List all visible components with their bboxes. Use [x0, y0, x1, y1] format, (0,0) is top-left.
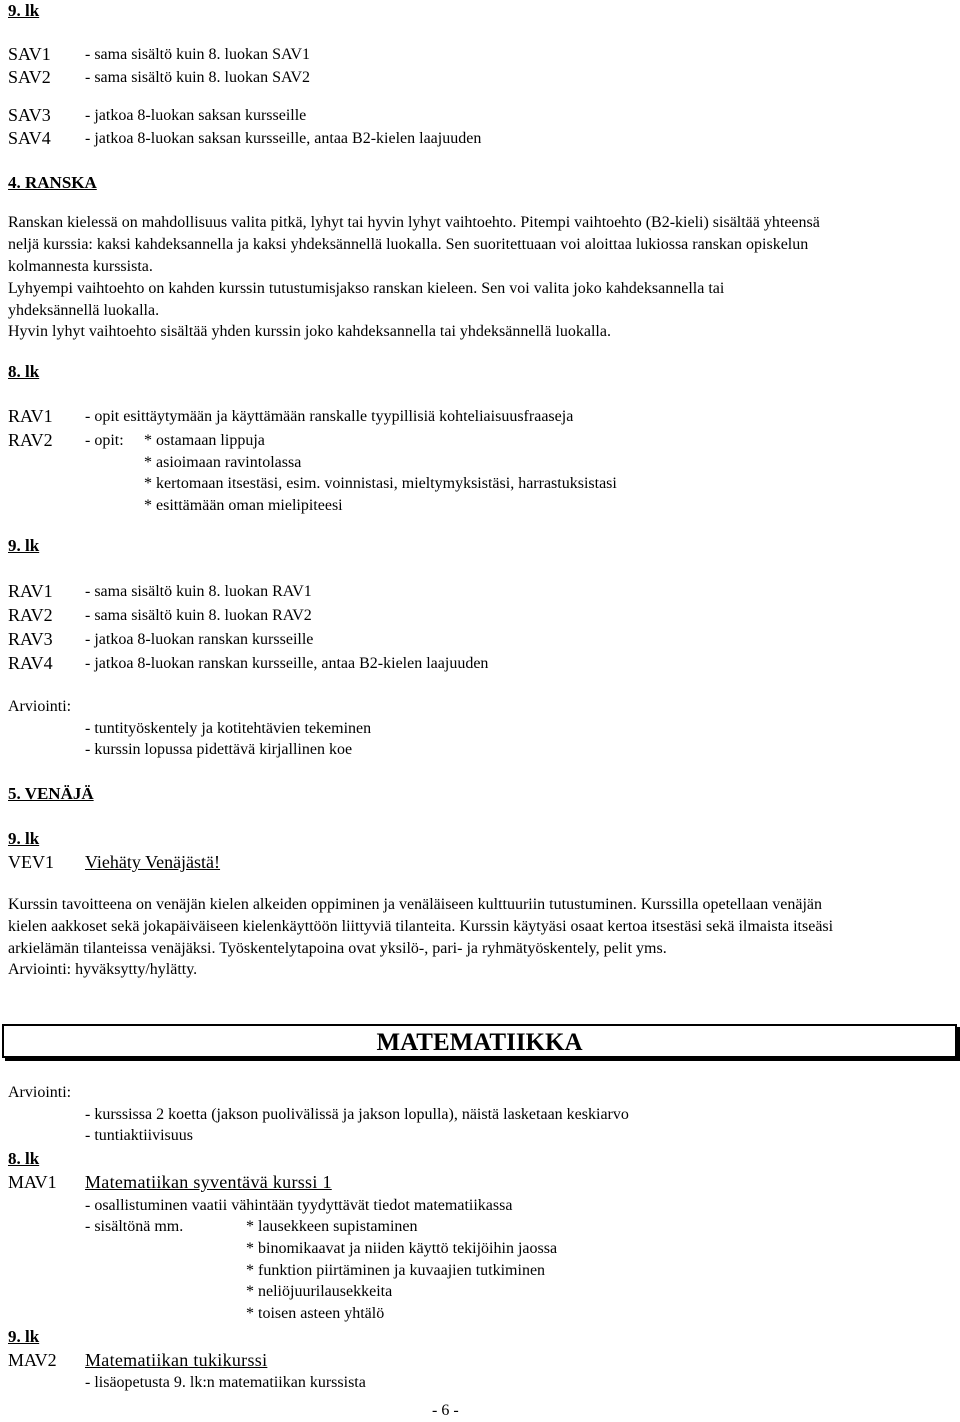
course-desc: - jatkoa 8-luokan saksan kursseille [85, 107, 307, 124]
arviointi-label: Arviointi: [8, 1084, 72, 1101]
ranska-intro-line: Lyhyempi vaihtoehto on kahden kurssin tutustumisjakso ranskan kieleen. Sen voi valita joko kahdeksannella tai [8, 280, 725, 297]
venaja-desc-line: Kurssin tavoitteena on venäjän kielen alkeiden oppiminen ja venäläiseen kulttuuriin tutustuminen. Kurssilla opetellaan venäjän [8, 896, 822, 913]
course-desc: - jatkoa 8-luokan saksan kursseille, antaa B2-kielen laajuuden [85, 130, 482, 147]
course-code: MAV1 [8, 1172, 57, 1192]
course-desc: - opit esittäytymään ja käyttämään ranskalle tyypillisiä kohteliaisuusfraaseja [85, 408, 574, 425]
course-desc-prefix: - opit: [85, 432, 124, 449]
list-item: * ostamaan lippuja [144, 432, 265, 449]
list-item: - tuntityöskentely ja kotitehtävien tekeminen [85, 720, 372, 737]
ranska-intro-line: Ranskan kielessä on mahdollisuus valita pitkä, lyhyt tai hyvin lyhyt vaihtoehto. Pitempi vaihtoehto (B2-kieli) sisältää yhteensä [8, 214, 820, 231]
list-item: - kurssin lopussa pidettävä kirjallinen koe [85, 741, 353, 758]
ranska-title: 4. RANSKA [8, 173, 97, 192]
course-desc: - sama sisältö kuin 8. luokan SAV1 [85, 46, 311, 63]
list-item: * kertomaan itsestäsi, esim. voinnistasi, mieltymyksistäsi, harrastuksistasi [144, 475, 617, 492]
course-code: SAV2 [8, 67, 51, 87]
list-item: * lausekkeen supistaminen [246, 1218, 418, 1235]
math-grade8-heading: 8. lk [8, 1149, 40, 1168]
content-label: - sisältönä mm. [85, 1218, 184, 1235]
course-desc: - jatkoa 8-luokan ranskan kursseille, antaa B2-kielen laajuuden [85, 655, 489, 672]
page-number: - 6 - [432, 1402, 459, 1419]
course-code: RAV2 [8, 430, 53, 450]
ranska-intro-line: Hyvin lyhyt vaihtoehto sisältää yhden kurssin joko kahdeksannella tai yhdeksännellä luokalla. [8, 323, 611, 340]
section-title-box [2, 1024, 957, 1058]
venaja-desc-line: kielen aakkoset sekä jokapäiväiseen kielenkäyttöön liittyviä tilanteita. Kurssin käytyäsi osaat kertoa itsestäsi sekä ilmaista itseäsi [8, 918, 834, 935]
course-code: SAV3 [8, 105, 51, 125]
course-code: VEV1 [8, 852, 54, 872]
list-item: * asioimaan ravintolassa [144, 454, 302, 471]
course-code: SAV4 [8, 128, 51, 148]
venaja-desc-line: arkielämän tilanteissa venäjäksi. Työskentelytapoina ovat yksilö-, pari- ja ryhmätyöskentely, pelit yms. [8, 940, 667, 957]
course-desc: - sama sisältö kuin 8. luokan RAV1 [85, 583, 312, 600]
course-name: Viehäty Venäjästä! [85, 852, 221, 872]
ranska-intro-line: kolmannesta kurssista. [8, 258, 153, 275]
math-grade9-heading: 9. lk [8, 1327, 40, 1346]
ranska-grade8-heading: 8. lk [8, 362, 40, 381]
ranska-intro-line: yhdeksännellä luokalla. [8, 302, 160, 319]
venaja-arviointi: Arviointi: hyväksytty/hylätty. [8, 961, 198, 978]
course-desc: - sama sisältö kuin 8. luokan SAV2 [85, 69, 311, 86]
list-item: - tuntiaktiivisuus [85, 1127, 193, 1144]
course-code: SAV1 [8, 44, 51, 64]
course-code: RAV3 [8, 629, 53, 649]
course-desc: - sama sisältö kuin 8. luokan RAV2 [85, 607, 312, 624]
course-code: RAV2 [8, 605, 53, 625]
ranska-grade9-heading: 9. lk [8, 536, 40, 555]
course-name: Matematiikan syventävä kurssi 1 [85, 1172, 332, 1192]
course-code: RAV4 [8, 653, 53, 673]
course-code: MAV2 [8, 1350, 57, 1370]
list-item: * neliöjuurilausekkeita [246, 1283, 393, 1300]
list-item: * funktion piirtäminen ja kuvaajien tutkiminen [246, 1262, 546, 1279]
course-desc: - jatkoa 8-luokan ranskan kursseille [85, 631, 314, 648]
course-code: RAV1 [8, 581, 53, 601]
list-item: - kurssissa 2 koetta (jakson puolivälissä ja jakson lopulla), näistä lasketaan keskiarvo [85, 1106, 629, 1123]
list-item: * esittämään oman mielipiteesi [144, 497, 343, 514]
course-requirement: - osallistuminen vaatii vähintään tyydyttävät tiedot matematiikassa [85, 1197, 513, 1214]
course-desc: - lisäopetusta 9. lk:n matematiikan kurssista [85, 1374, 366, 1391]
course-code: RAV1 [8, 406, 53, 426]
section-title: MATEMATIIKKA [376, 1029, 583, 1056]
course-name: Matematiikan tukikurssi [85, 1350, 268, 1370]
arviointi-label: Arviointi: [8, 698, 72, 715]
saksa-grade9-heading: 9. lk [8, 1, 40, 20]
ranska-intro-line: neljä kurssia: kaksi kahdeksannella ja kaksi yhdeksännellä luokalla. Sen suoritettuaan voi aloittaa lukiossa ranskan opiskelun [8, 236, 809, 253]
list-item: * binomikaavat ja niiden käyttö tekijöihin jaossa [246, 1240, 558, 1257]
venaja-grade9-heading: 9. lk [8, 829, 40, 848]
list-item: * toisen asteen yhtälö [246, 1305, 385, 1322]
venaja-title: 5. VENÄJÄ [8, 784, 94, 803]
